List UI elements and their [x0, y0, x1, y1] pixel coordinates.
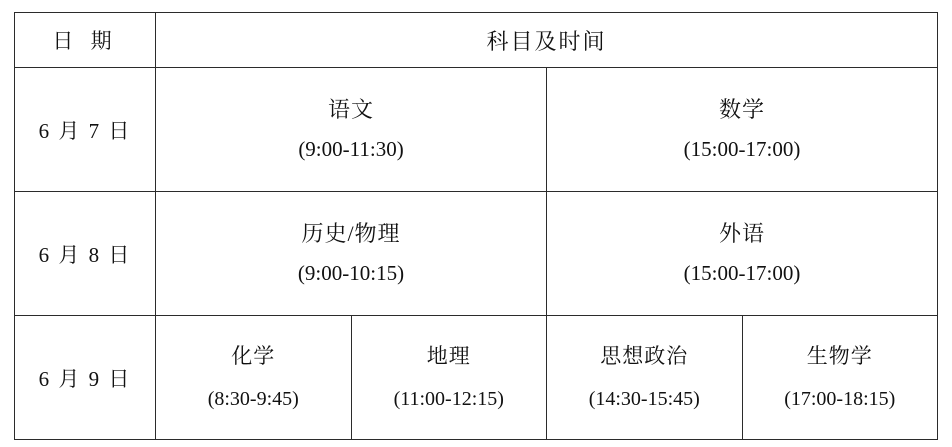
cell-june-9-slot-1 — [156, 316, 352, 440]
slot-stack — [547, 98, 937, 161]
subject-label: 外语 — [718, 220, 765, 246]
slot-stack — [547, 345, 742, 410]
table-row — [15, 68, 938, 192]
cell-june-7-morning — [156, 68, 547, 192]
cell-june-9-slot-2 — [351, 316, 547, 440]
cell-june-9-slot-3 — [547, 316, 743, 440]
slot-stack — [547, 222, 937, 285]
subject-label: 数学 — [718, 96, 765, 122]
slot-stack — [352, 345, 547, 410]
slot-stack — [156, 345, 351, 410]
subject-label: 地理 — [426, 343, 471, 368]
time-label: (15:00-17:00) — [683, 261, 801, 286]
cell-june-7-afternoon — [547, 68, 938, 192]
table-body — [15, 13, 938, 440]
exam-schedule-table — [14, 12, 938, 440]
row-date-june-9: 6 月 9 日 — [15, 316, 156, 440]
slot-stack — [156, 222, 546, 285]
table-row — [15, 316, 938, 440]
subject-label: 生物学 — [806, 343, 873, 368]
header-cell-date: 日 期 — [15, 13, 156, 68]
slot-stack — [743, 345, 938, 410]
time-label: (14:30-15:45) — [588, 388, 700, 411]
cell-june-8-afternoon — [547, 192, 938, 316]
subject-label: 历史/物理 — [301, 220, 401, 246]
header-cell-subject: 科目及时间 — [156, 13, 938, 68]
time-label: (15:00-17:00) — [683, 137, 801, 162]
time-label: (8:30-9:45) — [207, 388, 299, 411]
slot-stack — [156, 98, 546, 161]
time-label: (17:00-18:15) — [784, 388, 896, 411]
table-row — [15, 192, 938, 316]
subject-label: 思想政治 — [600, 343, 689, 368]
subject-label: 化学 — [231, 343, 276, 368]
time-label: (11:00-12:15) — [393, 388, 504, 411]
cell-june-8-morning — [156, 192, 547, 316]
table-header-row — [15, 13, 938, 68]
cell-june-9-slot-4 — [742, 316, 938, 440]
row-date-june-8: 6 月 8 日 — [15, 192, 156, 316]
time-label: (9:00-11:30) — [298, 137, 404, 162]
row-date-june-7: 6 月 7 日 — [15, 68, 156, 192]
time-label: (9:00-10:15) — [297, 261, 405, 286]
subject-label: 语文 — [327, 96, 374, 122]
